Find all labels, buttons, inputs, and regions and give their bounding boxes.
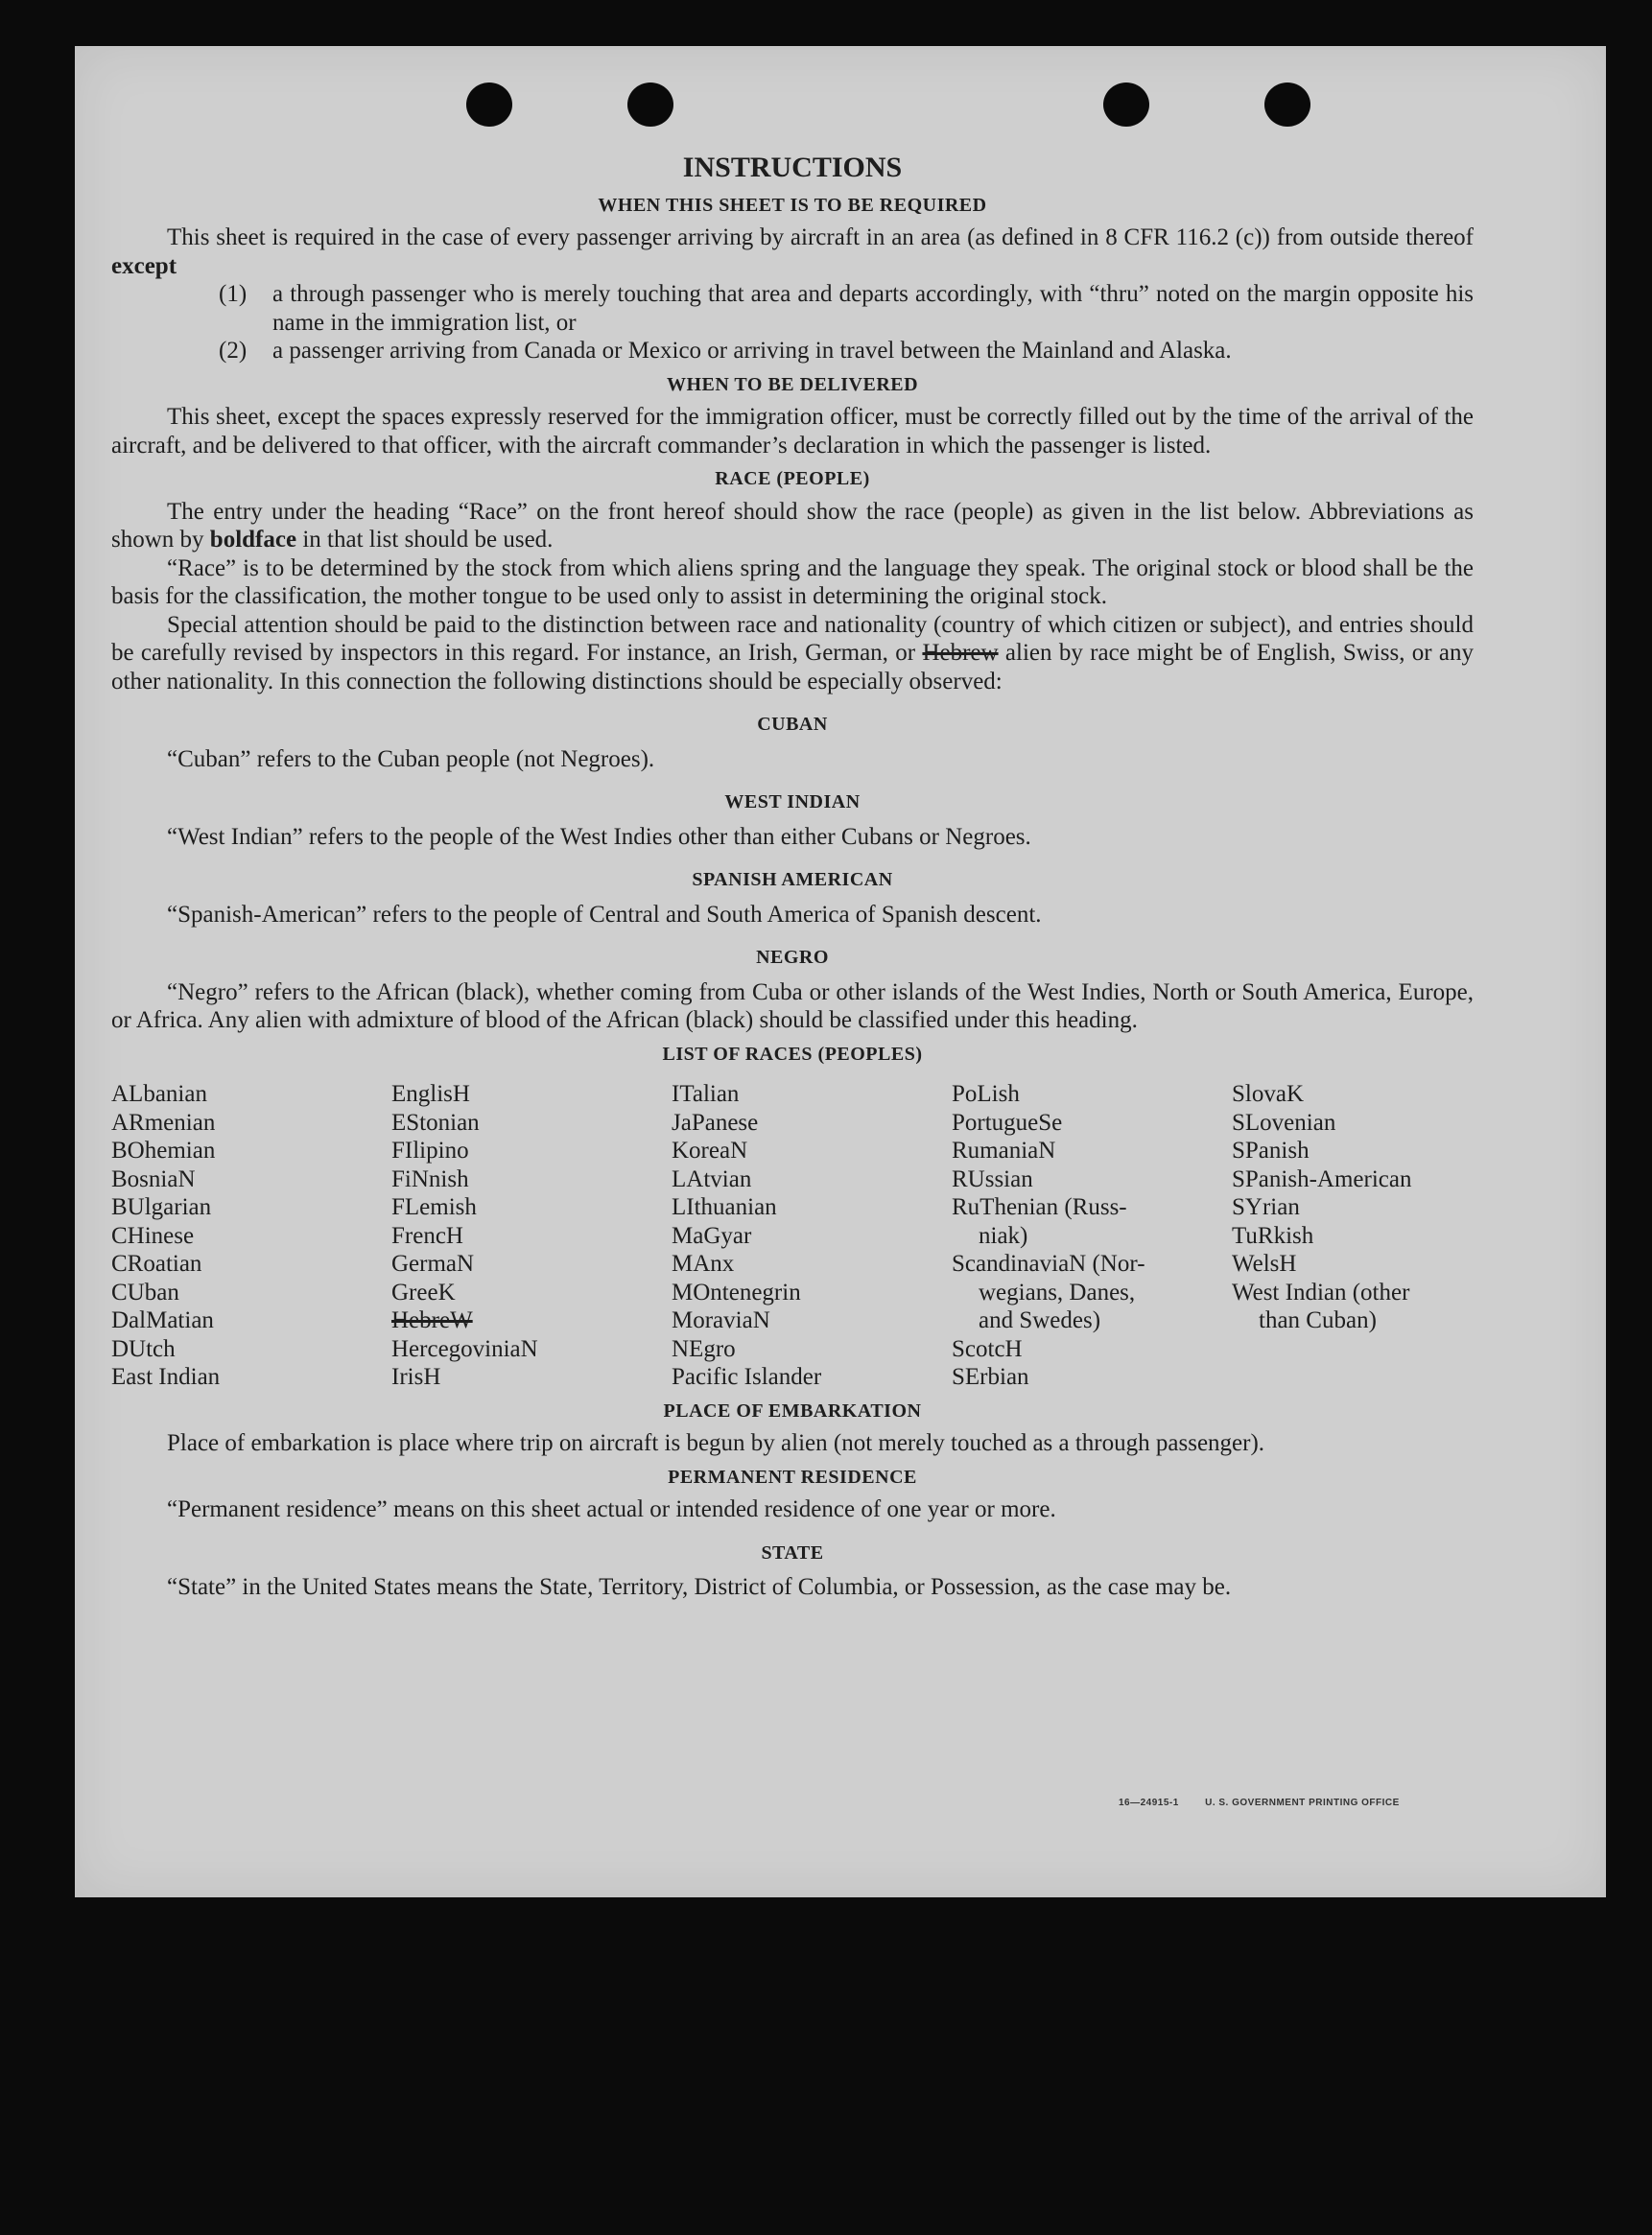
instructions-body: [111, 153, 1474, 1602]
heading-negro: NEGRO: [756, 947, 829, 968]
race-item: BOhemian: [111, 1138, 216, 1164]
race-item: EStonian: [391, 1109, 480, 1136]
spanish-american-text: “Spanish-American” refers to the people of Central and South America of Spanish descent.: [167, 901, 1042, 928]
race-item: MOntenegrin: [672, 1279, 801, 1306]
race-item: RuThenian (Russ-: [952, 1194, 1127, 1220]
race-item: West Indian (other: [1232, 1279, 1410, 1306]
race-item: IrisH: [391, 1364, 441, 1390]
heading-delivered: WHEN TO BE DELIVERED: [666, 373, 919, 395]
heading-embarkation: PLACE OF EMBARKATION: [663, 1400, 922, 1422]
race-item: RUssian: [952, 1165, 1033, 1192]
race-item: NEgro: [672, 1335, 736, 1362]
printer-footer: [1119, 1798, 1445, 1808]
race-item: JaPanese: [672, 1109, 759, 1136]
cuban-text: “Cuban” refers to the Cuban people (not Negroes).: [167, 745, 655, 772]
heading-required: WHEN THIS SHEET IS TO BE REQUIRED: [598, 194, 987, 216]
races-list: [111, 1080, 1474, 1392]
race-paragraph-3: Special attention should be paid to the distinction between race and nationality (country of which citizen or subject), and entries should be carefully revised by inspectors in this regard. For instance, an Irish, German, or Hebrew alien by race might be of English, Swiss, or any other nationality. In this connection the following distinctions should be especially observed:: [111, 611, 1475, 694]
races-column: [1232, 1080, 1512, 1392]
race-item: ScandinaviaN (Nor-: [952, 1251, 1145, 1277]
race-paragraph-1: The entry under the heading “Race” on the front hereof should show the race (people) as given in the list below. Abbreviations as shown by boldface in that list should be used.: [111, 498, 1474, 553]
race-item: SErbian: [952, 1364, 1029, 1390]
race-item: MaGyar: [672, 1222, 752, 1249]
race-item: BosniaN: [111, 1165, 196, 1192]
race-item: WelsH: [1232, 1251, 1297, 1277]
race-item: CHinese: [111, 1222, 195, 1249]
race-item: DUtch: [111, 1335, 176, 1362]
race-item: FIlipino: [391, 1138, 469, 1164]
race-item: MAnx: [672, 1251, 735, 1277]
punch-hole: [1264, 82, 1310, 127]
heading-state: STATE: [761, 1541, 824, 1564]
race-item: ITalian: [672, 1081, 740, 1107]
race-item: SLovenian: [1232, 1109, 1336, 1136]
heading-spanish-american: SPANISH AMERICAN: [692, 869, 893, 890]
heading-west-indian: WEST INDIAN: [724, 791, 861, 812]
race-item-continued: and Swedes): [979, 1307, 1101, 1333]
punch-hole: [627, 82, 673, 127]
race-item: DalMatian: [111, 1307, 214, 1333]
race-item: ScotcH: [952, 1335, 1023, 1362]
boldface-word: boldface: [209, 527, 297, 553]
race-item: SYrian: [1232, 1194, 1300, 1220]
west-indian-text: “West Indian” refers to the people of the West Indies other than either Cubans or Negroes.: [167, 823, 1031, 850]
race-item: ALbanian: [111, 1081, 207, 1107]
heading-list-of-races: LIST OF RACES (PEOPLES): [662, 1043, 923, 1065]
race-item: RumaniaN: [952, 1138, 1056, 1164]
race-item-continued: wegians, Danes,: [979, 1279, 1136, 1306]
race-item: SPanish-American: [1232, 1165, 1412, 1192]
required-item: (2) a passenger arriving from Canada or Mexico or arriving in travel between the Mainland and Alaska.: [219, 338, 1232, 364]
struck-word: Hebrew: [922, 640, 999, 666]
embarkation-text: Place of embarkation is place where trip on aircraft is begun by alien (not merely touched as a through passenger).: [167, 1430, 1265, 1456]
race-item: East Indian: [111, 1364, 221, 1390]
heading-cuban: CUBAN: [757, 714, 828, 735]
race-item: SPanish: [1232, 1138, 1310, 1164]
races-column: [111, 1080, 391, 1392]
required-intro: This sheet is required in the case of every passenger arriving by aircraft in an area (as defined in 8 CFR 116.2 (c)) from outside thereof except: [111, 224, 1474, 279]
race-item: BUlgarian: [111, 1194, 212, 1220]
race-item-continued: niak): [979, 1222, 1028, 1249]
residence-text: “Permanent residence” means on this sheet actual or intended residence of one year or more.: [167, 1496, 1056, 1522]
race-item: TuRkish: [1232, 1222, 1314, 1249]
race-paragraph-2: “Race” is to be determined by the stock from which aliens spring and the language they speak. The original stock or blood shall be the basis for the classification, the mother tongue to be used only to assist in determining the original stock.: [111, 554, 1474, 609]
punch-hole: [466, 82, 512, 127]
punch-hole: [1103, 82, 1149, 127]
races-column: [952, 1080, 1232, 1392]
race-item: HercegoviniaN: [391, 1335, 538, 1362]
race-item-continued: than Cuban): [1259, 1307, 1377, 1333]
race-item: CRoatian: [111, 1251, 202, 1277]
race-item: SlovaK: [1232, 1081, 1304, 1107]
race-item: LIthuanian: [672, 1194, 777, 1220]
race-item: FiNnish: [391, 1165, 469, 1192]
races-column: [672, 1080, 952, 1392]
race-item: PortugueSe: [952, 1109, 1063, 1136]
form-number: 16—24915-1: [1119, 1798, 1179, 1808]
race-item: KoreaN: [672, 1138, 748, 1164]
race-item: GermaN: [391, 1251, 475, 1277]
page-title: INSTRUCTIONS: [682, 152, 903, 183]
races-column: [391, 1080, 672, 1392]
race-item: Pacific Islander: [672, 1364, 822, 1390]
race-item: GreeK: [391, 1279, 456, 1306]
negro-text: “Negro” refers to the African (black), whether coming from Cuba or other islands of the West Indies, North or South America, Europe, or Africa. Any alien with admixture of blood of the African (black) should be classified under this heading.: [111, 978, 1474, 1033]
race-item: PoLish: [952, 1081, 1020, 1107]
race-item: CUban: [111, 1279, 179, 1306]
heading-race: RACE (PEOPLE): [715, 468, 870, 489]
except-bold: except: [111, 252, 177, 279]
race-item: EnglisH: [391, 1081, 470, 1107]
race-item: FrencH: [391, 1222, 463, 1249]
required-item: (1) a through passenger who is merely touching that area and departs accordingly, with “thru” noted on the margin opposite his name in the immigration list, or: [219, 281, 1474, 336]
race-item: LAtvian: [672, 1165, 752, 1192]
state-text: “State” in the United States means the State, Territory, District of Columbia, or Possession, as the case may be.: [167, 1574, 1232, 1600]
printer-name: U. S. GOVERNMENT PRINTING OFFICE: [1205, 1798, 1400, 1808]
race-item-struck: HebreW: [391, 1307, 473, 1333]
heading-residence: PERMANENT RESIDENCE: [668, 1466, 917, 1488]
race-item: MoraviaN: [672, 1307, 770, 1333]
race-item: FLemish: [391, 1194, 477, 1220]
race-item: ARmenian: [111, 1109, 216, 1136]
delivered-text: This sheet, except the spaces expressly reserved for the immigration officer, must be correctly filled out by the time of the arrival of the aircraft, and be delivered to that officer, with the aircraft commander’s declaration in which the passenger is listed.: [111, 404, 1474, 459]
